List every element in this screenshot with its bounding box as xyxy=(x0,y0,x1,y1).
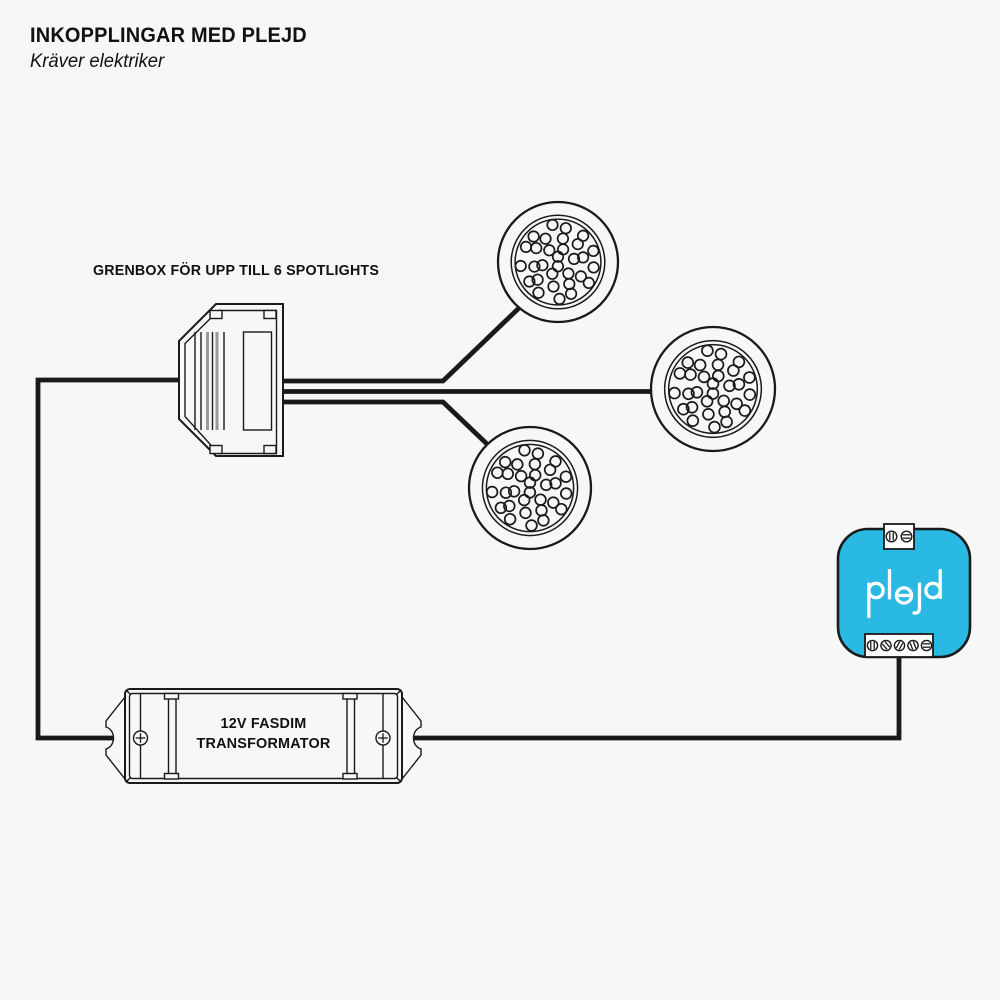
grenbox-clip xyxy=(264,446,276,454)
grenbox-label: GRENBOX FÖR UPP TILL 6 SPOTLIGHTS xyxy=(93,262,380,279)
grenbox-clip xyxy=(210,446,222,454)
wire-grenbox-to-spotlight-3 xyxy=(278,402,487,444)
page-subtitle: Kräver elektriker xyxy=(30,51,165,72)
spotlight-1 xyxy=(498,202,618,322)
spotlight-3 xyxy=(469,427,591,549)
page-title: INKOPPLINGAR MED PLEJD xyxy=(30,24,307,47)
wire-transformer-to-plejd xyxy=(396,648,899,738)
transformer-label-line2: TRANSFORMATOR xyxy=(196,735,331,752)
grenbox-clip xyxy=(264,311,276,319)
transformer-label-line1: 12V FASDIM xyxy=(220,715,307,732)
wire-grenbox-to-spotlight-1 xyxy=(278,308,519,381)
transformer-label xyxy=(134,714,392,754)
wire-grenbox-to-transformer xyxy=(38,380,210,738)
plejd-device xyxy=(838,524,970,657)
grenbox-graphic xyxy=(179,304,283,456)
grenbox-clip xyxy=(210,311,222,319)
spotlight-2 xyxy=(651,327,775,451)
